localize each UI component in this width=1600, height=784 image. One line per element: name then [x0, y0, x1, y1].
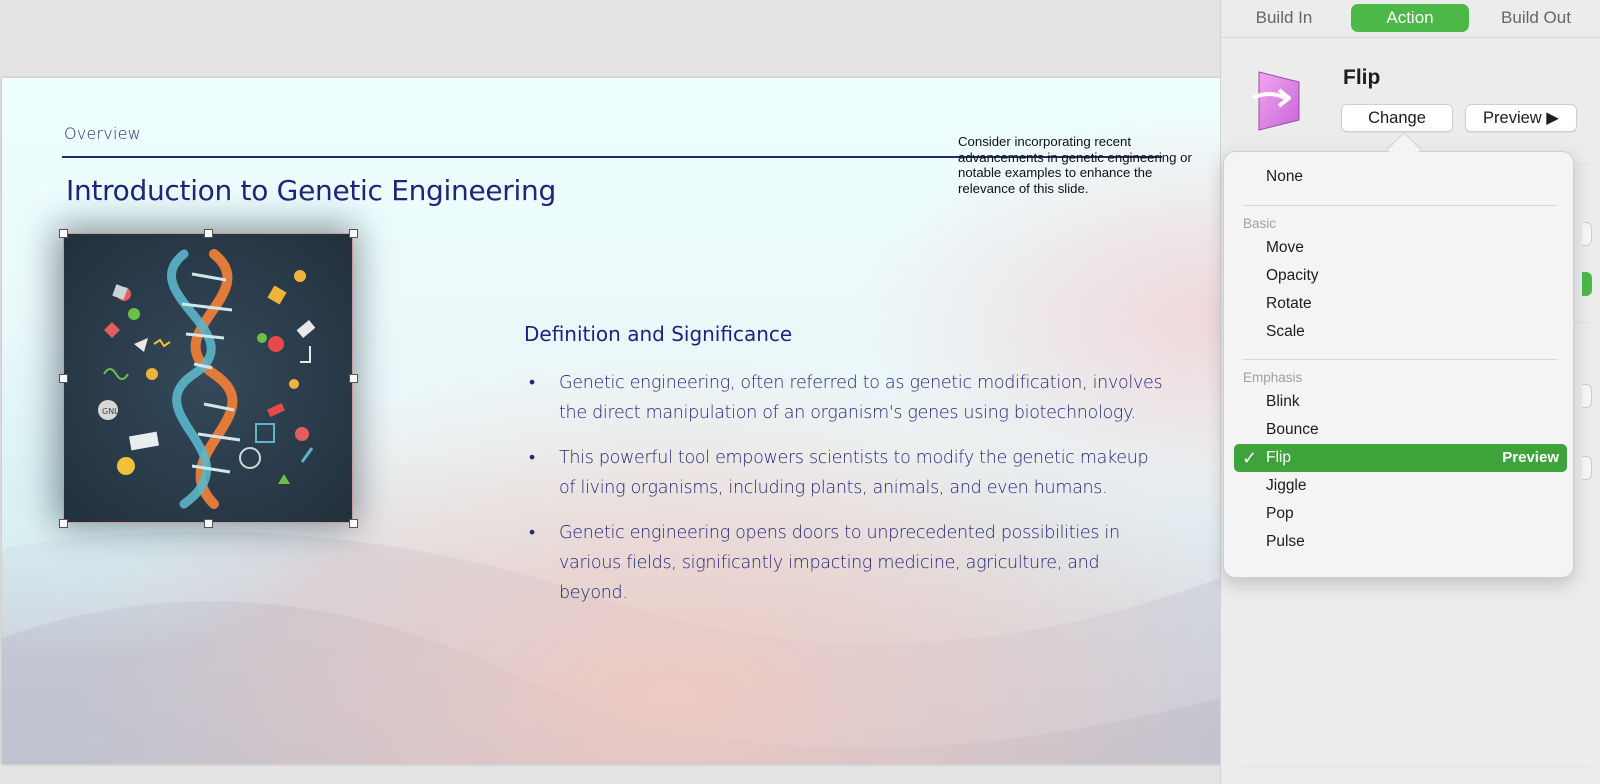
tab-build-in[interactable]: Build In — [1255, 8, 1313, 27]
tab-build-out[interactable]: Build Out — [1501, 8, 1571, 27]
menu-item-flip[interactable] — [1234, 444, 1567, 472]
menu-item-opacity[interactable]: Opacity — [1266, 267, 1319, 284]
bullet-list[interactable] — [524, 368, 1164, 623]
hidden-green-control[interactable] — [1582, 272, 1592, 296]
resize-handle-left[interactable] — [59, 374, 68, 383]
build-tabs — [1221, 0, 1600, 38]
presenter-note-text[interactable]: Consider incorporating recent advancements in genetic engineering or notable examples to enhance the relevance of this slide. — [958, 134, 1192, 196]
menu-section-basic: Basic — [1243, 216, 1277, 231]
bullet-item[interactable]: • Genetic engineering opens doors to unprecedented possibilities in various fields, significantly impacting medicine, agriculture, and beyond. — [524, 518, 1164, 608]
menu-section-emphasis: Emphasis — [1243, 370, 1303, 385]
menu-item-jiggle[interactable]: Jiggle — [1266, 477, 1307, 494]
preview-button[interactable]: Preview ▶ — [1465, 104, 1577, 132]
image-gnl-label: GNL — [102, 407, 119, 416]
slide[interactable] — [2, 78, 1220, 764]
effect-dropdown-menu — [1223, 151, 1574, 578]
slide-section-label[interactable]: Overview — [64, 124, 141, 143]
change-button[interactable]: Change — [1341, 104, 1453, 132]
resize-handle-bottom-left[interactable] — [59, 519, 68, 528]
hidden-stepper-control[interactable] — [1582, 456, 1592, 480]
tab-action[interactable]: Action — [1351, 4, 1469, 32]
menu-item-pulse[interactable]: Pulse — [1266, 533, 1305, 550]
menu-item-flip-label: Flip — [1266, 449, 1291, 466]
menu-item-none[interactable]: None — [1266, 168, 1304, 185]
menu-separator — [1243, 205, 1557, 206]
inspector-divider — [1241, 766, 1591, 767]
slide-title[interactable]: Introduction to Genetic Engineering — [66, 174, 556, 207]
menu-item-pop[interactable]: Pop — [1266, 505, 1294, 522]
menu-item-blink[interactable]: Blink — [1266, 393, 1300, 410]
hidden-stepper-control[interactable] — [1582, 222, 1592, 246]
resize-handle-right[interactable] — [349, 374, 358, 383]
menu-item-scale[interactable]: Scale — [1266, 323, 1305, 340]
bullet-item[interactable]: • Genetic engineering, often referred to as genetic modification, involves the direct manipulation of an organism's genes using biotechnology. — [524, 368, 1164, 428]
menu-separator — [1243, 359, 1557, 360]
bullet-item[interactable]: • This powerful tool empowers scientists to modify the genetic makeup of living organisms, including plants, animals, and even humans. — [524, 443, 1164, 503]
effect-name: Flip — [1343, 66, 1381, 89]
checkmark-icon: ✓ — [1242, 448, 1258, 468]
hidden-stepper-control[interactable] — [1582, 384, 1592, 408]
menu-item-rotate[interactable]: Rotate — [1266, 295, 1312, 312]
menu-item-move[interactable]: Move — [1266, 239, 1304, 256]
resize-handle-bottom-right[interactable] — [349, 519, 358, 528]
slide-subheading[interactable]: Definition and Significance — [524, 322, 793, 346]
resize-handle-top-right[interactable] — [349, 229, 358, 238]
flip-effect-icon — [1251, 68, 1307, 132]
resize-handle-top[interactable] — [204, 229, 213, 238]
menu-item-preview-button[interactable]: Preview — [1502, 449, 1559, 466]
dna-illustration-image[interactable] — [63, 233, 353, 523]
resize-handle-top-left[interactable] — [59, 229, 68, 238]
resize-handle-bottom[interactable] — [204, 519, 213, 528]
dna-helix-icon — [64, 234, 352, 522]
menu-item-bounce[interactable]: Bounce — [1266, 421, 1319, 438]
